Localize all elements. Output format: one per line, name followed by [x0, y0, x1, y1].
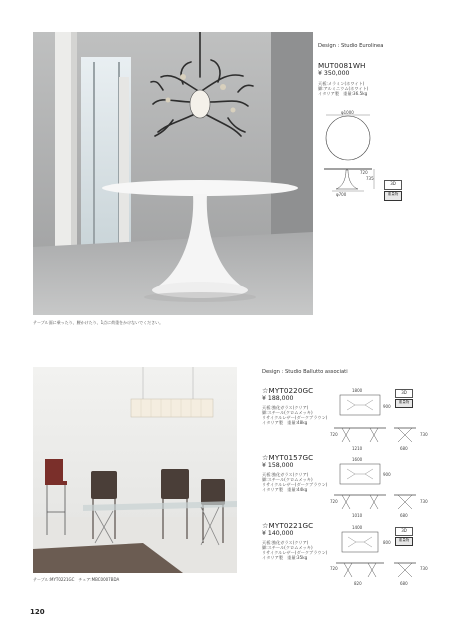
myt0221gc-side-view — [330, 560, 390, 580]
spec-1-line-4: イタリア製 重量:44kg — [262, 487, 308, 492]
dim-2-leg: 820 — [354, 581, 362, 586]
spec-1-line-1: 天板:強化ガラス(クリア) — [262, 472, 309, 477]
icon-weight-label-0: 重量物 — [398, 400, 410, 404]
spec-line-2: 脚:アルミニウム(ホワイト) — [318, 86, 369, 91]
ballutto-dining-photo — [33, 367, 237, 573]
myt0220gc-side-view — [330, 425, 390, 445]
spec-1-line-3: リサイクルレザー(ダークブラウン) — [262, 482, 328, 487]
dim-1-width: 1600 — [352, 457, 363, 462]
product-price-myt0157gc: ¥ 158,000 — [262, 462, 294, 469]
spec-2-line-2: 脚:スチール(クロムメッキ) — [262, 545, 313, 550]
dim-0-width: 1800 — [352, 388, 363, 393]
design-credit-eurolinea: Design : Studio Eurolinea — [318, 43, 384, 49]
3d-data-icon-0 — [395, 389, 413, 398]
room-scene-illustration — [33, 32, 313, 315]
spec-0-line-1: 天板:強化ガラス(クリア) — [262, 405, 309, 410]
3d-data-icon — [384, 180, 402, 190]
dim-2-side: 680 — [400, 581, 408, 586]
dim-top-diameter: φ1000 — [341, 110, 354, 115]
dim-2-h1: 720 — [330, 566, 338, 571]
spec-0-line-3: リサイクルレザー(ダークブラウン) — [262, 415, 328, 420]
caption-ballutto: テーブル:MYT0221GC チェア:MBC0007BDA — [33, 577, 120, 582]
heavy-item-icon-0 — [395, 399, 413, 408]
icon-weight-label-2: 重量物 — [398, 538, 410, 542]
myt0157gc-side-view — [330, 492, 390, 512]
myt0157gc-top-view — [335, 460, 385, 488]
spec-0-line-2: 脚:スチール(クロムメッキ) — [262, 410, 313, 415]
product-price-mut0081wh: ¥ 350,000 — [318, 70, 350, 77]
product-price-myt0220gc: ¥ 188,000 — [262, 395, 294, 402]
dim-0-depth: 900 — [383, 404, 391, 409]
myt0221gc-end-view — [392, 560, 418, 580]
product-code-myt0221gc: ☆MYT0221GC — [262, 521, 314, 530]
icon-weight-label: 重量物 — [387, 192, 399, 196]
dim-0-leg: 1210 — [352, 446, 363, 451]
icon-3d-label-0: 3D — [401, 390, 407, 395]
spec-1-line-2: 脚:スチール(クロムメッキ) — [262, 477, 313, 482]
caption-eurolinea-warning: テーブル面に乗ったり、腰かけたり、1点に荷重をかけないでください。 — [33, 320, 164, 325]
dim-1-side: 680 — [400, 513, 408, 518]
spec-line-3: イタリア製 重量:36.5kg — [318, 91, 368, 96]
dim-2-h2: 730 — [420, 566, 428, 571]
myt0220gc-end-view — [392, 425, 418, 445]
page-number: 120 — [30, 608, 45, 616]
3d-data-icon-2 — [395, 527, 413, 536]
dim-height-a: 720 — [360, 170, 368, 175]
myt0221gc-top-view — [335, 528, 385, 556]
product-price-myt0221gc: ¥ 140,000 — [262, 530, 294, 537]
design-credit-ballutto: Design : Studio Ballutto associati — [262, 369, 348, 375]
product-code-myt0220gc: ☆MYT0220GC — [262, 386, 314, 395]
dim-0-side: 680 — [400, 446, 408, 451]
dim-height-b: 735 — [366, 176, 374, 181]
dim-base-diameter: φ700 — [336, 192, 347, 197]
heavy-item-icon-2 — [395, 537, 413, 546]
dim-0-h1: 720 — [330, 432, 338, 437]
eurolinea-table-top-view — [318, 110, 378, 165]
myt0220gc-top-view — [335, 390, 385, 420]
dim-1-h1: 720 — [330, 499, 338, 504]
dim-2-depth: 800 — [383, 540, 391, 545]
spec-0-line-4: イタリア製 重量:48kg — [262, 420, 308, 425]
spec-2-line-4: イタリア製 重量:35kg — [262, 555, 308, 560]
dim-1-h2: 730 — [420, 499, 428, 504]
product-code-mut0081wh: MUT0081WH — [318, 61, 366, 70]
eurolinea-table-photo — [33, 32, 313, 315]
dim-0-h2: 730 — [420, 432, 428, 437]
heavy-item-icon — [384, 191, 402, 201]
spec-line-1: 天板:メラミン(ホワイト) — [318, 81, 365, 86]
myt0157gc-end-view — [392, 492, 418, 512]
spec-2-line-1: 天板:強化ガラス(クリア) — [262, 540, 309, 545]
dim-1-depth: 900 — [383, 472, 391, 477]
dim-1-leg: 1010 — [352, 513, 363, 518]
spec-2-line-3: リサイクルレザー(ダークブラウン) — [262, 550, 328, 555]
product-code-myt0157gc: ☆MYT0157GC — [262, 453, 314, 462]
icon-3d-label-2: 3D — [401, 528, 407, 533]
eurolinea-table-side-view — [318, 165, 378, 197]
dim-2-width: 1400 — [352, 525, 363, 530]
dining-scene-illustration — [33, 367, 237, 573]
icon-3d-label: 3D — [390, 181, 396, 186]
